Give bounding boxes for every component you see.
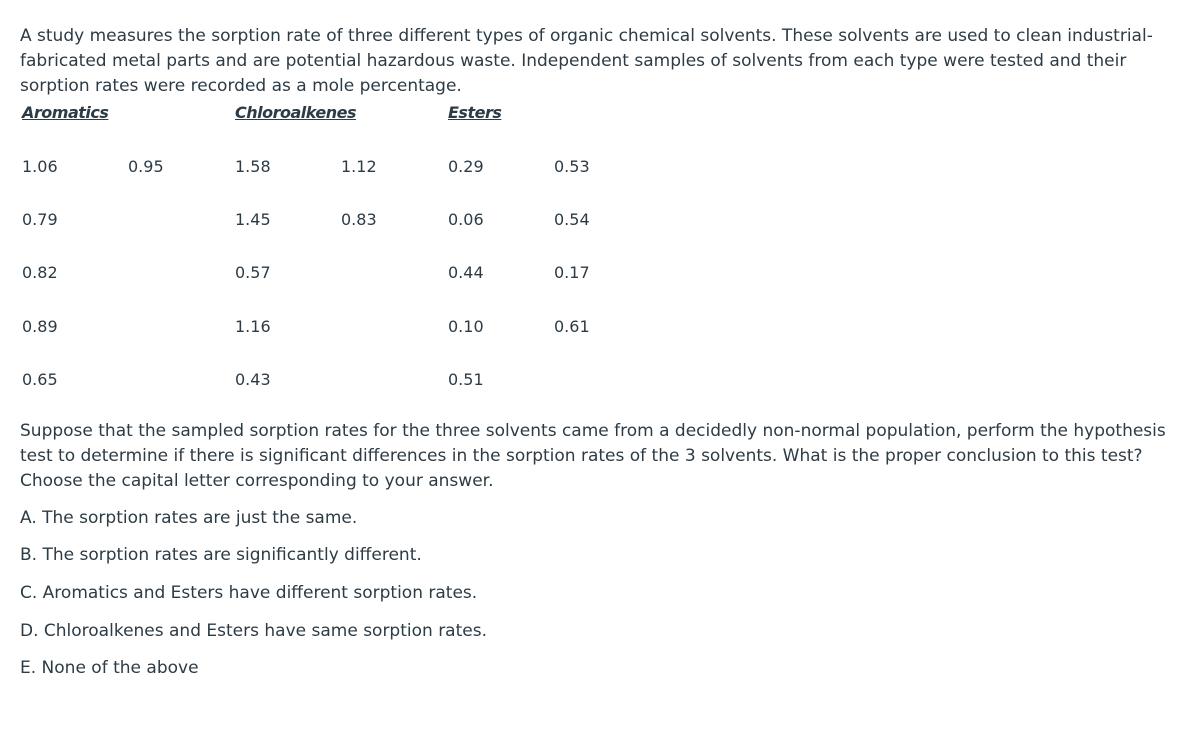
table-cell: 0.95 [128,157,164,176]
table-cell: 1.16 [235,317,271,336]
table-cell: 1.12 [341,157,377,176]
table-cell: 0.10 [448,317,484,336]
table-cell: 1.45 [235,210,271,229]
table-cell: 1.58 [235,157,271,176]
table-cell: 0.82 [22,263,58,282]
header-aromatics: Aromatics [22,103,109,122]
header-esters: Esters [448,103,502,122]
option-a: A. The sorption rates are just the same. [20,508,358,528]
table-cell: 0.61 [554,317,590,336]
table-cell: 0.43 [235,370,271,389]
table-cell: 0.06 [448,210,484,229]
table-cell: 0.29 [448,157,484,176]
table-cell: 0.79 [22,210,58,229]
table-cell: 0.57 [235,263,271,282]
table-cell: 0.53 [554,157,590,176]
header-chloroalkenes: Chloroalkenes [235,103,356,122]
option-c: C. Aromatics and Esters have different sorption rates. [20,583,478,603]
table-cell: 1.06 [22,157,58,176]
table-cell: 0.51 [448,370,484,389]
table-cell: 0.89 [22,317,58,336]
problem-intro: A study measures the sorption rate of three different types of organic chemical solvents. These solvents are used to clean industrial-fabricated metal parts and are potential hazardous waste. Independent samples of solvents from each type were tested and their sorption rates were recorded as a mole percentage. [20,26,1153,96]
option-e: E. None of the above [20,658,199,678]
option-d: D. Chloroalkenes and Esters have same sorption rates. [20,621,487,641]
table-cell: 0.65 [22,370,58,389]
option-b: B. The sorption rates are significantly different. [20,545,422,565]
table-cell: 0.54 [554,210,590,229]
question-text: Suppose that the sampled sorption rates for the three solvents came from a decidedly non-normal population, perform the hypothesis test to determine if there is significant differences in the sorption rates of the 3 solvents. What is the proper conclusion to this test? Choose the capital letter corresponding to your answer. [20,421,1166,491]
table-cell: 0.83 [341,210,377,229]
table-cell: 0.44 [448,263,484,282]
table-cell: 0.17 [554,263,590,282]
